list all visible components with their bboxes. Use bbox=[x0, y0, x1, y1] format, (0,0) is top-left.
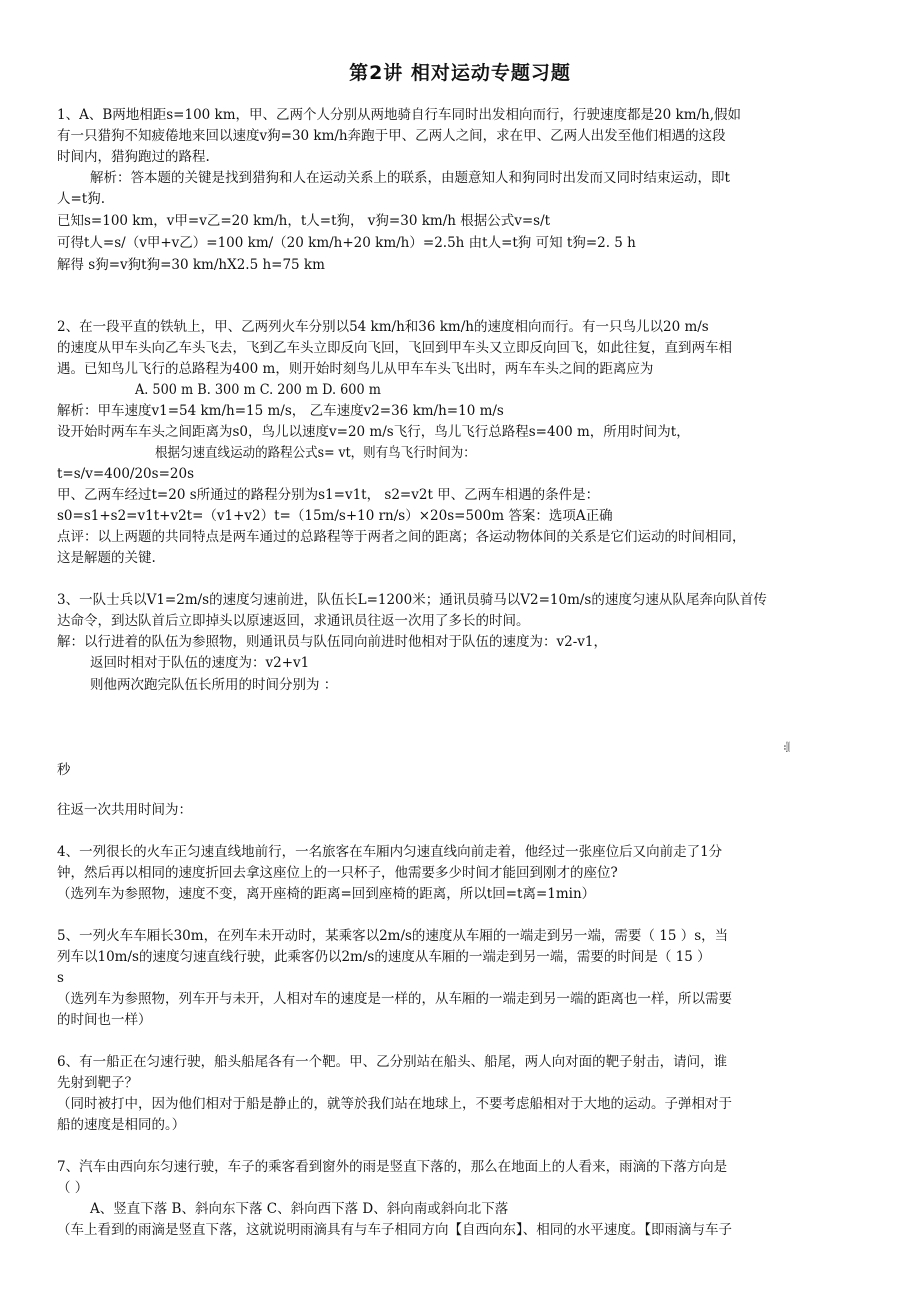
text-line: 设开始时两车车头之间距离为s0，鸟儿以速度v=20 m/s飞行，鸟儿飞行总路程s=400 m，所用时间为t， bbox=[57, 424, 690, 440]
text-line: 遇。已知鸟儿飞行的总路程为400 m，则开始时刻鸟儿从甲车车头飞出时，两车车头之间的距离应为 bbox=[57, 361, 654, 377]
text-line: 根据匀速直线运动的路程公式s= vt，则有鸟飞行时间为： bbox=[155, 445, 476, 461]
text-line: （同时被打中，因为他们相对于船是静止的，就等於我们站在地球上，不要考虑船相对于大地的运动。子弹相对于 bbox=[57, 1096, 732, 1112]
text-line: 3、一队士兵以V1=2m/s的速度匀速前进，队伍长L=1200米；通讯员骑马以V2=10m/s的速度匀速从队尾奔向队首传 bbox=[57, 592, 767, 608]
text-line: 达命令，到达队首后立即掉头以原速返回，求通讯员往返一次用了多长的时间。 bbox=[57, 613, 530, 629]
text-line: 解析：甲车速度v1=54 km/h=15 m/s， 乙车速度v2=36 km/h=10 m/s bbox=[57, 403, 504, 419]
page-title: 第2讲 相对运动专题习题 bbox=[349, 62, 571, 84]
text-line: 点评：以上两题的共同特点是两车通过的总路程等于两者之间的距离；各运动物体间的关系是它们运动的时间相同， bbox=[57, 529, 746, 545]
text-line: 的速度从甲车头向乙车头飞去，飞到乙车头立即反向飞回，飞回到甲车头又立即反向回飞，如此往复，直到两车相 bbox=[57, 340, 732, 356]
text-line: 先射到靶子？ bbox=[57, 1075, 138, 1091]
text-line: （选列车为参照物，列车开与未开，人相对车的速度是一样的，从车厢的一端走到另一端的距离也一样，所以需要 bbox=[57, 991, 732, 1007]
text-line: t=s/v=400/20s=20s bbox=[57, 466, 194, 482]
text-line: 船的速度是相同的。） bbox=[57, 1117, 186, 1133]
answer-options: A、竖直下落 B、斜向东下落 C、斜向西下落 D、斜向南或斜向北下落 bbox=[90, 1201, 509, 1217]
text-line: 解：以行进着的队伍为参照物，则通讯员与队伍同向前进时他相对于队伍的速度为：v2-v1， bbox=[57, 634, 607, 650]
text-line: 有一只猎狗不知疲倦地来回以速度v狗=30 km/h奔跑于甲、乙两人之间，求在甲、乙两人出发至他们相遇的这段 bbox=[57, 128, 726, 144]
text-line: 解析：答本题的关键是找到猎狗和人在运动关系上的联系，由题意知人和狗同时出发而又同时结束运动，即t bbox=[90, 170, 730, 186]
text-line: 已知s=100 km，v甲=v乙=20 km/h，t人=t狗， v狗=30 km/h 根据公式v=s/t bbox=[57, 213, 551, 229]
text-line: 人=t狗. bbox=[57, 191, 106, 207]
text-line: 4、一列很长的火车正匀速直线地前行，一名旅客在车厢内匀速直线向前走着，他经过一张座位后又向前走了1分 bbox=[57, 844, 723, 860]
text-line: （选列车为参照物，速度不变，离开座椅的距离=回到座椅的距离，所以t回=t离=1min） bbox=[57, 886, 596, 902]
text-line: 2、在一段平直的铁轨上，甲、乙两列火车分别以54 km/h和36 km/h的速度相向而行。有一只鸟儿以20 m/s bbox=[57, 319, 709, 335]
text-line: =100 bbox=[784, 740, 790, 756]
text-line: s bbox=[57, 970, 64, 986]
text-line: 6、有一船正在匀速行驶，船头船尾各有一个靶。甲、乙分别站在船头、船尾，两人向对面的靶子射击，请问，谁 bbox=[57, 1054, 728, 1070]
text-line: 时间内，猎狗跑过的路程. bbox=[57, 149, 210, 165]
text-line: 这是解题的关键. bbox=[57, 550, 156, 566]
text-line: （车上看到的雨滴是竖直下落，这就说明雨滴具有与车子相同方向【自西向东】、相同的水平速度。【即雨滴与车子 bbox=[57, 1222, 732, 1238]
text-line: 甲、乙两车经过t=20 s所通过的路程分别为s1=v1t， s2=v2t 甲、乙两车相遇的条件是： bbox=[57, 487, 600, 503]
text-line: 往返一次共用时间为： bbox=[57, 802, 192, 818]
text-line: 1、A、B两地相距s=100 km，甲、乙两个人分别从两地骑自行车同时出发相向而行，行驶速度都是20 km/h,假如 bbox=[57, 107, 742, 123]
text-line: 列车以10m/s的速度匀速直线行驶，此乘客仍以2m/s的速度从车厢的一端走到另一端，需要的时间是（ 15 ） bbox=[57, 949, 711, 965]
text-line: 返回时相对于队伍的速度为：v2+v1 bbox=[90, 655, 310, 671]
text-line: 7、汽车由西向东匀速行驶，车子的乘客看到窗外的雨是竖直下落的，那么在地面上的人看来，雨滴的下落方向是 bbox=[57, 1159, 728, 1175]
text-line: 解得 s狗=v狗t狗=30 km/hX2.5 h=75 km bbox=[57, 257, 325, 273]
answer-options: A. 500 m B. 300 m C. 200 m D. 600 m bbox=[135, 382, 381, 398]
text-line: 可得t人=s/（v甲+v乙）=100 km/（20 km/h+20 km/h）=2.5h 由t人=t狗 可知 t狗=2. 5 h bbox=[57, 235, 636, 251]
text-line: s0=s1+s2=v1t+v2t=（v1+v2）t=（15m/s+10 rn/s）×20s=500m 答案：选项A正确 bbox=[57, 508, 613, 524]
text-line: 秒 bbox=[57, 762, 71, 778]
text-line: 钟，然后再以相同的速度折回去拿这座位上的一只杯子，他需要多少时间才能回到刚才的座位? bbox=[57, 865, 618, 881]
text-line: 5、一列火车车厢长30m，在列车未开动时，某乘客以2m/s的速度从车厢的一端走到另一端，需要（ 15 ）s，当 bbox=[57, 928, 729, 944]
text-line: 的时间也一样） bbox=[57, 1012, 152, 1028]
text-line: （ ） bbox=[57, 1180, 89, 1196]
text-line: 则他两次跑完队伍长所用的时间分别为 ： bbox=[90, 677, 338, 693]
